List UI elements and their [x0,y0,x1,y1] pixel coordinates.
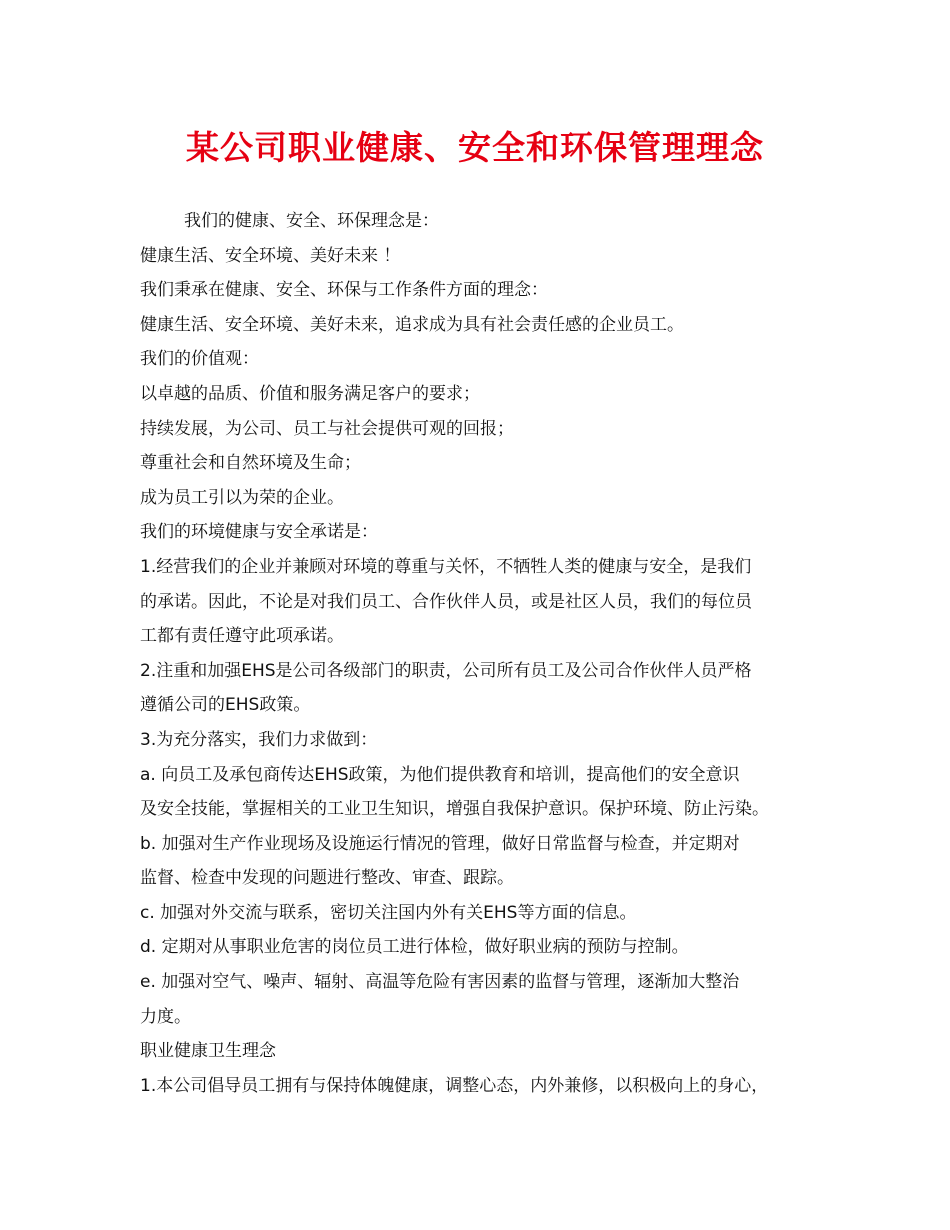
paragraph-line: 持续发展，为公司、员工与社会提供可观的回报； [140,418,514,439]
paragraph-line: 2.注重和加强EHS是公司各级部门的职责，公司所有员工及公司合作伙伴人员严格 [140,660,752,681]
paragraph-line: 我们的环境健康与安全承诺是： [140,522,378,543]
paragraph-line: b. 加强对生产作业现场及设施运行情况的管理，做好日常监督与检查，并定期对 [140,833,740,854]
document-title: 某公司职业健康、安全和环保管理理念 [186,128,764,167]
paragraph-line: 的承诺。因此，不论是对我们员工、合作伙伴人员，或是社区人员，我们的每位员 [140,591,752,612]
paragraph-line: 我们秉承在健康、安全、环保与工作条件方面的理念： [140,280,548,301]
paragraph-line: d. 定期对从事职业危害的岗位员工进行体检，做好职业病的预防与控制。 [140,937,689,958]
paragraph-line: 以卓越的品质、价值和服务满足客户的要求； [140,383,480,404]
paragraph-line: 1.经营我们的企业并兼顾对环境的尊重与关怀，不牺牲人类的健康与安全，是我们 [140,556,752,577]
paragraph-line: 我们的健康、安全、环保理念是： [184,211,439,231]
paragraph-line: 成为员工引以为荣的企业。 [140,487,344,508]
paragraph-line: 健康生活、安全环境、美好未来，追求成为具有社会责任感的企业员工。 [140,314,684,335]
paragraph-line: 工都有责任遵守此项承诺。 [140,626,344,647]
paragraph-line: 健康生活、安全环境、美好未来 ！ [140,245,401,266]
paragraph-line: c. 加强对外交流与联系，密切关注国内外有关EHS等方面的信息。 [140,902,637,923]
paragraph-line: a. 向员工及承包商传达EHS政策，为他们提供教育和培训，提高他们的安全意识 [140,764,740,785]
paragraph-line: e. 加强对空气、噪声、辐射、高温等危险有害因素的监督与管理，逐渐加大整治 [140,972,740,993]
document-body [140,204,830,1103]
paragraph-line: 1.本公司倡导员工拥有与保持体魄健康，调整心态，内外兼修，以积极向上的身心， [140,1075,769,1096]
paragraph-line: 监督、检查中发现的问题进行整改、审查、跟踪。 [140,868,514,889]
paragraph-line: 遵循公司的EHS政策。 [140,695,311,716]
paragraph-line: 3.为充分落实，我们力求做到： [140,729,378,750]
section-heading: 职业健康卫生理念 [140,1041,276,1062]
paragraph-line: 尊重社会和自然环境及生命； [140,453,361,474]
paragraph-line: 力度。 [140,1006,191,1027]
paragraph-line: 及安全技能，掌握相关的工业卫生知识，增强自我保护意识。保护环境、防止污染。 [140,799,769,820]
paragraph-line: 我们的价值观： [140,349,259,370]
